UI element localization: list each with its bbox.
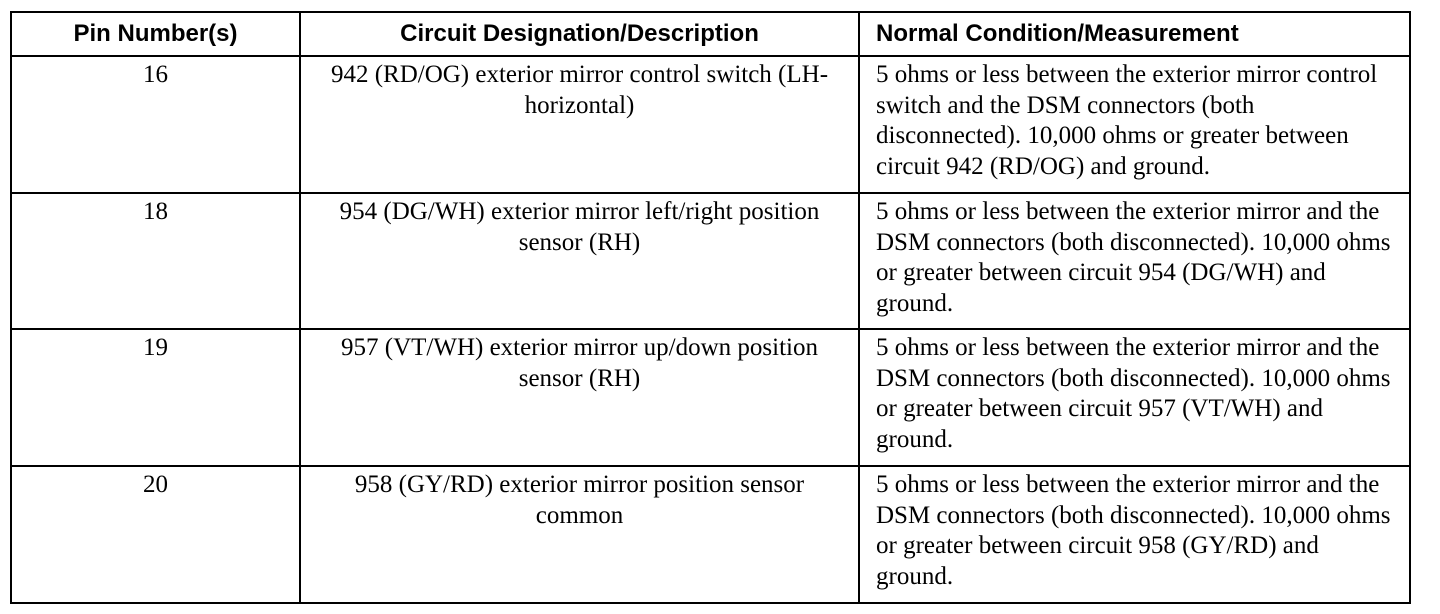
pin-measurement-table <box>10 11 1411 604</box>
table-row <box>11 56 1410 193</box>
measurement-cell: 5 ohms or less between the exterior mirror and the DSM connectors (both disconnected). 10,000 ohms or greater between circuit 957 (VT/WH) and ground. <box>859 329 1410 466</box>
measurement-cell: 5 ohms or less between the exterior mirror control switch and the DSM connectors (both disconnected). 10,000 ohms or greater between circuit 942 (RD/OG) and ground. <box>859 56 1410 193</box>
pin-number-cell: 16 <box>11 56 300 193</box>
measurement-cell: 5 ohms or less between the exterior mirror and the DSM connectors (both disconnected). 10,000 ohms or greater between circuit 954 (DG/WH) and ground. <box>859 193 1410 329</box>
header-row <box>11 12 1410 56</box>
header-circuit-description: Circuit Designation/Description <box>300 12 859 56</box>
measurement-cell: 5 ohms or less between the exterior mirror and the DSM connectors (both disconnected). 10,000 ohms or greater between circuit 958 (GY/RD) and ground. <box>859 466 1410 603</box>
table-header <box>11 12 1410 56</box>
pin-number-cell: 18 <box>11 193 300 329</box>
circuit-description-cell: 954 (DG/WH) exterior mirror left/right position sensor (RH) <box>300 193 859 329</box>
circuit-description-cell: 942 (RD/OG) exterior mirror control switch (LH-horizontal) <box>300 56 859 193</box>
circuit-description-cell: 957 (VT/WH) exterior mirror up/down position sensor (RH) <box>300 329 859 466</box>
circuit-description-cell: 958 (GY/RD) exterior mirror position sensor common <box>300 466 859 603</box>
table-body <box>11 56 1410 603</box>
header-pin-numbers: Pin Number(s) <box>11 12 300 56</box>
header-normal-condition: Normal Condition/Measurement <box>859 12 1410 56</box>
table-row <box>11 466 1410 603</box>
pin-number-cell: 19 <box>11 329 300 466</box>
table-row <box>11 193 1410 329</box>
pin-number-cell: 20 <box>11 466 300 603</box>
table-row <box>11 329 1410 466</box>
